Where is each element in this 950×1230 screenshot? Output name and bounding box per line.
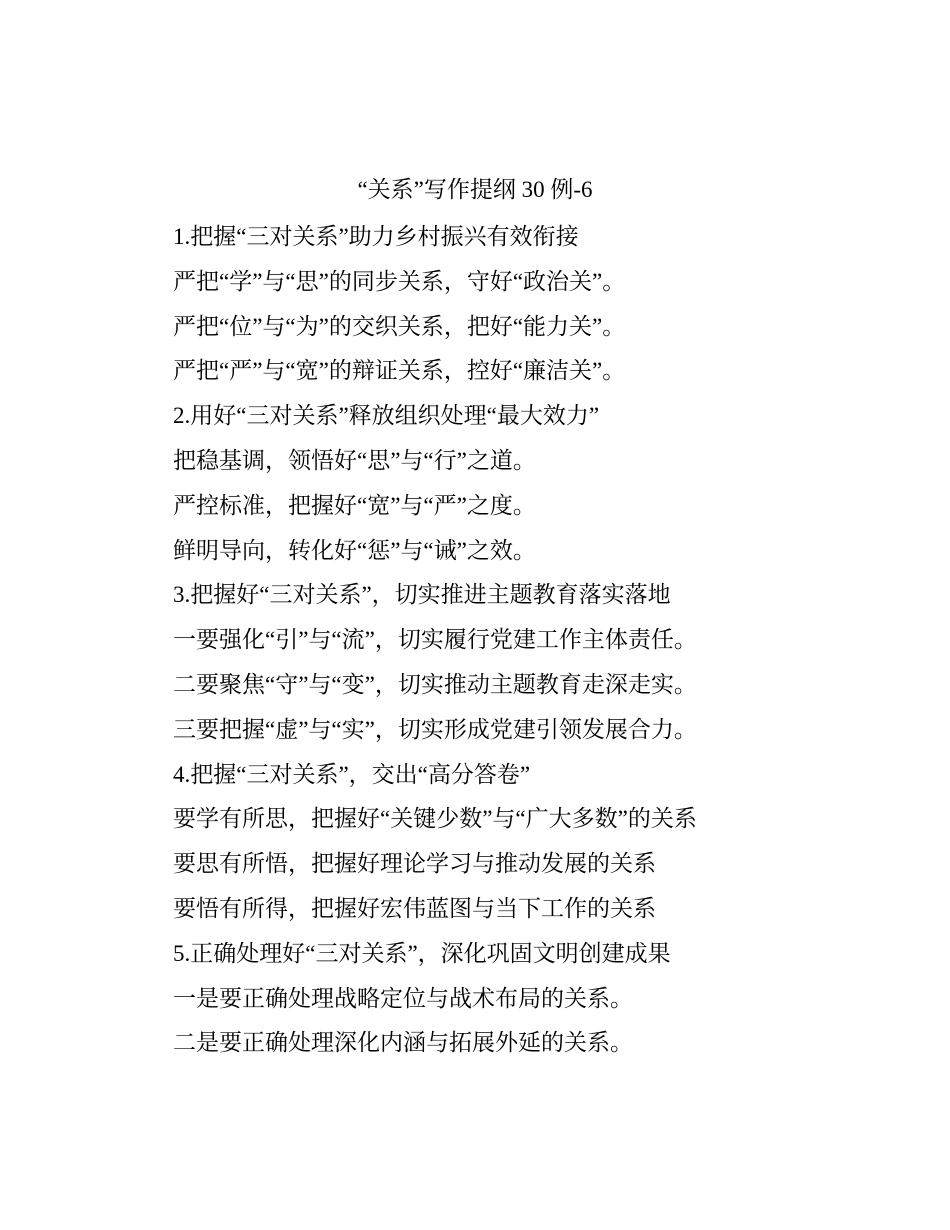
section-heading-1: 1.把握“三对关系”助力乡村振兴有效衔接 (173, 224, 579, 249)
text-line: 严把“学”与“思”的同步关系，守好“政治关”。 (173, 268, 626, 294)
text-line: 要悟有所得，把握好宏伟蓝图与当下工作的关系 (173, 895, 656, 921)
text-line: 二要聚焦“守”与“变”，切实推动主题教育走深走实。 (173, 671, 697, 697)
text-line: 一是要正确处理战略定位与战术布局的关系。 (173, 985, 633, 1011)
text-line: 鲜明导向，转化好“惩”与“诫”之效。 (173, 537, 536, 563)
section-heading-2: 2.用好“三对关系”释放组织处理“最大效力” (173, 403, 600, 429)
text-line: 把稳基调，领悟好“思”与“行”之道。 (173, 447, 536, 473)
section-heading-3: 3.把握好“三对关系”，切实推进主题教育落实落地 (173, 582, 671, 608)
text-line: 要思有所悟，把握好理论学习与推动发展的关系 (173, 851, 656, 877)
text-line: 三要把握“虚”与“实”，切实形成党建引领发展合力。 (173, 716, 697, 742)
document-title: “关系”写作提纲 30 例-6 (357, 177, 593, 202)
text-line: 二是要正确处理深化内涵与拓展外延的关系。 (173, 1030, 633, 1056)
text-line: 一要强化“引”与“流”，切实履行党建工作主体责任。 (173, 627, 697, 653)
document-body (173, 215, 893, 1066)
text-line: 严控标准，把握好“宽”与“严”之度。 (173, 492, 536, 518)
text-line: 严把“位”与“为”的交织关系，把好“能力关”。 (173, 313, 626, 339)
text-line: 严把“严”与“宽”的辩证关系，控好“廉洁关”。 (173, 358, 626, 384)
section-heading-4: 4.把握“三对关系”，交出“高分答卷” (173, 761, 531, 787)
section-heading-5: 5.正确处理好“三对关系”，深化巩固文明创建成果 (173, 940, 671, 966)
text-line: 要学有所思，把握好“关键少数”与“广大多数”的关系 (173, 806, 697, 832)
